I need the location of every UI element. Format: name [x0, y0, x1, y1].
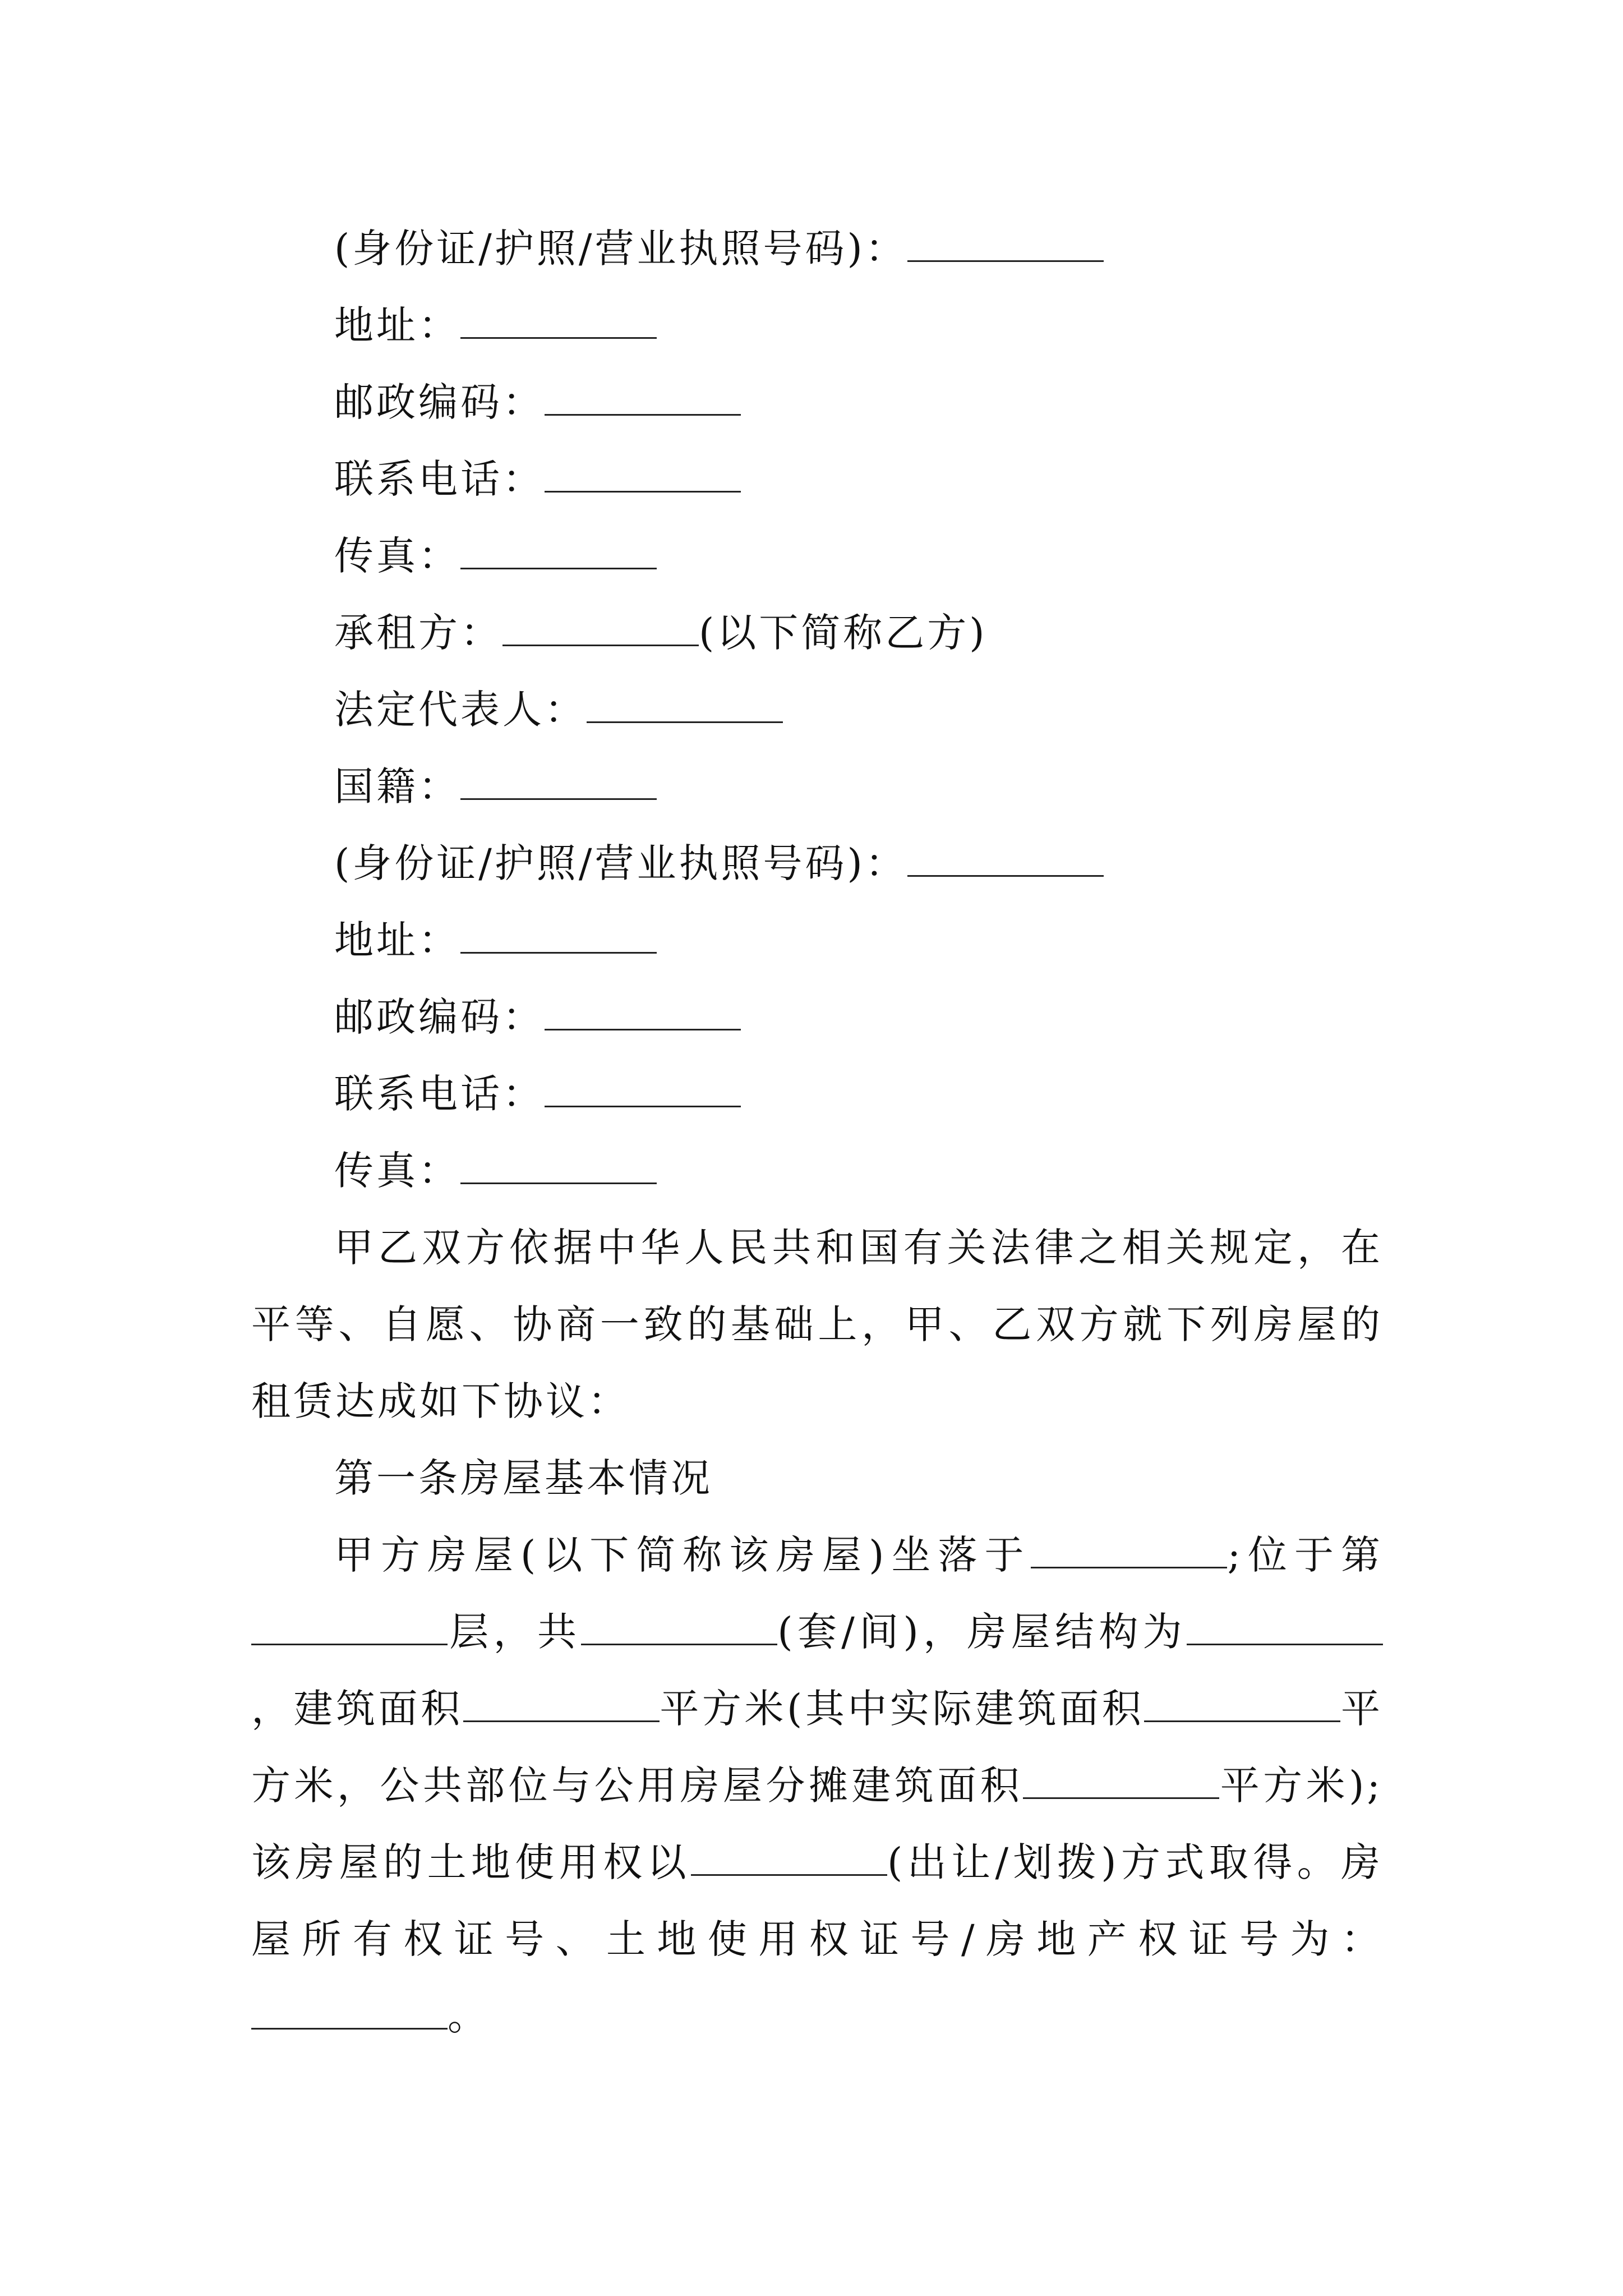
party-a-id-blank [907, 230, 1104, 262]
article1-heading-text: 第一条房屋基本情况 [334, 1455, 713, 1501]
building-area-blank [463, 1690, 660, 1722]
article1-text-9: (出让/划拨)方式取得。房屋所有权证号、土地使用权证号/房地产权证号为： [251, 1839, 1384, 1962]
article1-text-10: 。 [448, 1993, 490, 2039]
party-b-id-label: (身份证/护照/营业执照号码)： [334, 840, 907, 886]
party-a-fax-blank [460, 537, 657, 569]
party-b-nationality-blank [460, 768, 657, 800]
actual-area-blank [1144, 1690, 1340, 1722]
party-a-address-label: 地址： [334, 302, 460, 348]
party-b-postcode-blank [545, 999, 741, 1030]
certificate-number-blank [251, 1998, 448, 2030]
party-b-postcode-line [251, 979, 1383, 1056]
article1-text-2: ;位于第 [1227, 1532, 1383, 1578]
shared-area-blank [1023, 1767, 1219, 1799]
intro-text: 甲乙双方依据中华人民共和国有关法律之相关规定，在平等、自愿、协商一致的基础上，甲、乙双方就下列房屋的租赁达成如下协议： [251, 1225, 1383, 1424]
party-a-postcode-line [251, 364, 1383, 441]
party-b-nationality-label: 国籍： [334, 763, 460, 809]
party-b-nationality-line [251, 748, 1383, 825]
party-b-address-label: 地址： [334, 917, 460, 963]
party-b-phone-blank [545, 1075, 741, 1107]
article1-text-4: (套/间)，房屋结构为 [777, 1609, 1187, 1655]
party-b-address-blank [460, 922, 657, 954]
party-b-id-blank [907, 845, 1104, 877]
party-b-phone-label: 联系电话： [334, 1071, 545, 1117]
structure-blank [1187, 1613, 1383, 1645]
land-use-method-blank [691, 1844, 887, 1876]
party-b-lessee-suffix: (以下简称乙方) [699, 610, 988, 656]
article1-text-5: ，建筑面积 [251, 1686, 463, 1732]
party-b-legal-rep-line [251, 671, 1383, 748]
party-b-id-line [251, 825, 1383, 902]
article1-heading [251, 1440, 1383, 1517]
party-b-lessee-label: 承租方： [334, 610, 502, 656]
party-a-id-label: (身份证/护照/营业执照号码)： [334, 226, 907, 272]
location-blank [1031, 1536, 1227, 1568]
units-blank [581, 1613, 777, 1645]
article1-text-3: 层，共 [448, 1609, 582, 1655]
party-b-phone-line [251, 1056, 1383, 1133]
party-a-phone-label: 联系电话： [334, 456, 545, 502]
party-b-address-line [251, 902, 1383, 979]
party-a-postcode-blank [545, 384, 741, 416]
party-b-lessee-line [251, 595, 1383, 671]
article1-paragraph [251, 1517, 1383, 2055]
party-b-fax-line [251, 1133, 1383, 1209]
article1-text-6: 平方米(其中实际建筑面积 [659, 1686, 1145, 1732]
intro-paragraph [251, 1209, 1383, 1440]
party-a-fax-label: 传真： [334, 533, 460, 579]
party-b-fax-blank [460, 1152, 657, 1184]
article1-text-7: 平方米，公共部位与公用房屋分摊建筑面积 [251, 1686, 1383, 1809]
party-a-address-blank [460, 307, 657, 339]
party-b-legal-rep-blank [587, 691, 783, 723]
article1-text-1: 甲方房屋(以下简称该房屋)坐落于 [334, 1532, 1031, 1578]
document-content [251, 210, 1383, 2055]
party-a-id-line [251, 210, 1383, 287]
party-a-postcode-label: 邮政编码： [334, 379, 545, 425]
party-a-phone-line [251, 441, 1383, 518]
party-b-fax-label: 传真： [334, 1148, 460, 1194]
party-a-address-line [251, 287, 1383, 364]
party-b-lessee-blank [502, 614, 699, 646]
article1-text-8: 平方米);该房屋的土地使用权以 [251, 1763, 1383, 1885]
party-a-fax-line [251, 518, 1383, 595]
party-b-legal-rep-label: 法定代表人： [334, 687, 587, 733]
party-a-phone-blank [545, 461, 741, 493]
floor-blank [251, 1613, 448, 1645]
party-b-postcode-label: 邮政编码： [334, 994, 545, 1040]
